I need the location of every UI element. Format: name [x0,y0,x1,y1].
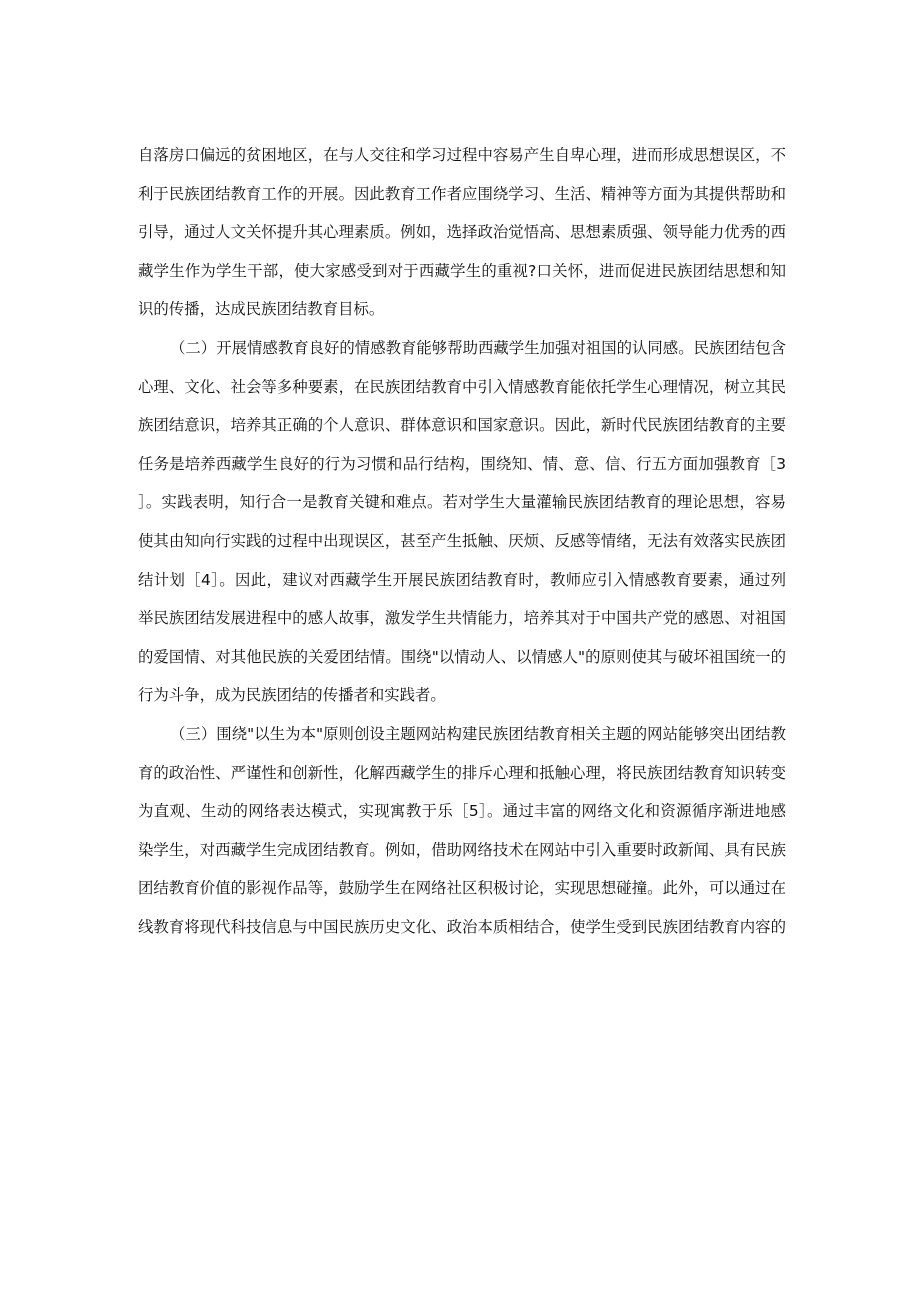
text-line: 识的传播，达成民族团结教育目标。 [138,300,385,319]
text-line: （二）开展情感教育良好的情感教育能够帮助西藏学生加强对祖国的认同感。民族团结包含 [170,338,786,357]
text-line: 使其由知向行实践的过程中出现误区，甚至产生抵触、厌烦、反感等情绪，无法有效落实民族团 [138,531,786,550]
text-line: 利于民族团结教育工作的开展。因此教育工作者应围绕学习、生活、精神等方面为其提供帮助和 [138,184,786,203]
text-line: 举民族团结发展进程中的感人故事，激发学生共情能力，培养其对于中国共产党的感恩、对祖国 [138,609,786,628]
text-line: 自落房口偏远的贫困地区，在与人交往和学习过程中容易产生自卑心理，进而形成思想误区，不 [138,146,786,164]
text-line: 的爱国情、对其他民族的关爱团结情。围绕"以情动人、以情感人"的原则使其与破坏祖国统一的 [138,647,786,666]
text-line: 为直观、生动的网络表达模式，实现寓教于乐［5］。通过丰富的网络文化和资源循序渐进地感 [138,802,786,821]
text-line: 藏学生作为学生干部，使大家感受到对于西藏学生的重视?口关怀，进而促进民族团结思想和知 [138,261,786,280]
text-line: 任务是培养西藏学生良好的行为习惯和品行结构，围绕知、情、意、信、行五方面加强教育［3 [138,454,786,473]
text-line: 结计划［4］。因此，建议对西藏学生开展民族团结教育时，教师应引入情感教育要素，通过列 [138,570,786,589]
text-line: 行为斗争，成为民族团结的传播者和实践者。 [138,686,446,705]
text-line: 团结教育价值的影视作品等，鼓励学生在网络社区积极讨论，实现思想碰撞。此外，可以通过在 [138,879,786,898]
text-line: ］。实践表明，知行合一是教育关键和难点。若对学生大量灌输民族团结教育的理论思想，容易 [138,493,786,512]
text-line: 心理、文化、社会等多种要素，在民族团结教育中引入情感教育能依托学生心理情况，树立其民 [138,377,786,396]
text-line: （三）围绕"以生为本"原则创设主题网站构建民族团结教育相关主题的网站能够突出团结教 [170,724,786,743]
text-line: 线教育将现代科技信息与中国民族历史文化、政治本质相结合，使学生受到民族团结教育内容的 [138,917,786,936]
text-line: 育的政治性、严谨性和创新性，化解西藏学生的排斥心理和抵触心理，将民族团结教育知识转变 [138,763,786,782]
body-text [138,136,786,946]
text-line: 族团结意识，培养其正确的个人意识、群体意识和国家意识。因此，新时代民族团结教育的主要 [138,416,786,435]
text-line: 引导，通过人文关怀提升其心理素质。例如，选择政治觉悟高、思想素质强、领导能力优秀的西 [138,223,786,242]
text-line: 染学生，对西藏学生完成团结教育。例如，借助网络技术在网站中引入重要时政新闻、具有民族 [138,840,786,859]
